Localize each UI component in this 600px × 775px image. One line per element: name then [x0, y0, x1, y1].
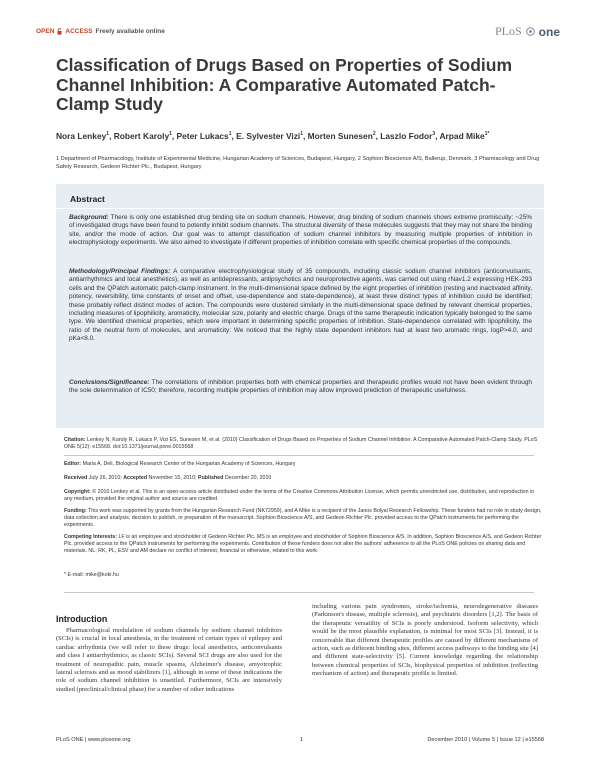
plos-circle-icon: [526, 27, 535, 36]
page-number: 1: [300, 737, 304, 743]
editor-label: Editor:: [64, 461, 82, 467]
author-name: E. Sylvester Vizi: [236, 130, 301, 141]
abstract-background: [69, 214, 532, 248]
open-access-banner: [36, 28, 165, 35]
footer-issue: December 2010 | Volume 5 | Issue 12 | e15568: [427, 737, 544, 743]
conclusions-text: The correlations of inhibition properties both with chemical properties and therapeutic profiles would not have been evident through the sole determination of IC50; therefore, recording multiple properties of inhibition may allow improved prediction of therapeutic usefulness.: [69, 379, 532, 395]
abstract-heading: Abstract: [70, 194, 105, 204]
conclusions-label: Conclusions/Significance:: [69, 379, 150, 386]
corresponding-email[interactable]: * E-mail: mike@koki.hu: [64, 572, 119, 578]
author-name: Arpad Mike: [439, 130, 485, 141]
competing-interests: [64, 534, 544, 555]
author-affiliation-mark: 1: [169, 131, 172, 137]
copyright-text: © 2010 Lenkey et al. This is an open-access article distributed under the terms of the Creative Commons Attribution License, which permits unrestricted use, distribution, and reproduction in any medium, provided the original author and source are credited.: [64, 489, 535, 503]
accepted-date: November 15, 2010;: [148, 475, 197, 481]
funding-text: This work was supported by grants from the Hungarian Research Fund (NK72959), and A Mike is a recipient of the Janos Bolyai Research Fellowship. These funders had no role in study design, data collection and analysis, decision to publish, or preparation of the manuscript. Sophion Bioscience A/S, and Gedeon Richter Plc. provided access to the QPatch instruments for performing the experiments.: [64, 508, 542, 529]
competing-text: LF is an employee and stockholder of Gedeon Richter Plc. MS is an employee and stockholder of Sophion Bioscience A/S. In addition, Sophion Bioscience A/S, and Gedeon Richter Plc. provided access to the QPatch instruments for performing the experiments. Contribution of these funders does not alter the authors' adherence to all the PLoS ONE policies on sharing data and materials. NL, RK, PL, ESV and AM declare no conflict of interest, financial or otherwise, related to this work.: [64, 534, 542, 555]
author-name: Robert Karoly: [113, 130, 170, 141]
journal-plos: PLoS: [494, 24, 522, 38]
citation-text: Lenkey N, Karoly R, Lukacs P, Vizi ES, Sunesen M, et al. (2010) Classification of Drugs Based on Properties of Sodium Channel Inhibition: A Comparative Automated Patch-Clamp Study. PLoS ONE 5(12): e15568. doi:10.1371/journal.pone.0015568: [64, 437, 538, 451]
competing-label: Competing Interests:: [64, 534, 117, 540]
author-affiliation-mark: 2: [372, 131, 376, 137]
editor-text: Maria A. Deli, Biological Research Center of the Hungarian Academy of Sciences, Hungary: [82, 461, 296, 467]
accepted-label: Accepted: [123, 475, 148, 481]
author-affiliation-mark: 3: [432, 131, 436, 137]
funding: [64, 508, 544, 529]
author-list: Nora Lenkey$^1$, Robert Karoly$^1$, Peter Lukacs$^1$, E. Sylvester Vizi$^1$, Morten Sunesen$^2$, Laszlo Fodor$^3$, Arpad Mike$^{1*}$: [56, 130, 490, 141]
citation-label: Citation:: [64, 437, 86, 443]
divider: [64, 455, 534, 456]
journal-one: one: [538, 24, 560, 39]
author-name: Peter Lukacs: [176, 130, 229, 141]
author-affiliation-mark: 1: [228, 131, 232, 137]
citation: [64, 437, 544, 451]
open-text: OPEN: [36, 28, 55, 35]
dates: [64, 475, 544, 482]
journal-logo[interactable]: [495, 24, 560, 39]
author-name: Nora Lenkey: [56, 130, 107, 141]
background-text: There is only one established drug binding site on sodium channels. However, drug binding of sodium channels shows extreme promiscuity: ~25% of investigated drugs have been found to potently inhibit sodium channels. The structural diversity of these molecules suggests that they may not share the binding site, and/or the mode of action. Our goal was to attempt classification of sodium channel inhibitors by measuring multiple properties of inhibition in electrophysiology experiments. We also aimed to investigate if different properties of inhibition correlate with specific chemical properties of the compounds.: [69, 214, 532, 247]
methods-label: Methodology/Principal Findings:: [69, 268, 171, 275]
article-title: Classification of Drugs Based on Properties of Sodium Channel Inhibition: A Comparative Automated Patch-Clamp Study: [56, 55, 513, 114]
published-label: Published: [198, 475, 224, 481]
received-date: July 26, 2010;: [88, 475, 122, 481]
intro-column-left: Pharmacological modulation of sodium channels by sodium channel inhibitors (SCIs) is crucial in local anesthesia, in the treatment of certain types of epilepsy and cardiac arrhythmia (we will refer to these drugs: local anesthetics, anticonvulsants and class I antiarrhythmics, as classic SCIs). Several SCI drugs are also used for the treatment of neuropathic pain, muscle spasms, Alzheimer's disease, amyotrophic lateral sclerosis and as mood stabilizers [1], although in some of these indications the role of sodium channel inhibition is unsettled. Furthermore, SCIs are intensively studied (preclinical/clinical phase) for a number of other indications: [56, 627, 282, 693]
abstract-methods: [69, 268, 532, 344]
published-date: December 20, 2010: [224, 475, 272, 481]
freely-available-text: Freely available online: [95, 28, 165, 35]
footer-journal[interactable]: PLoS ONE | www.plosone.org: [56, 737, 131, 743]
funding-label: Funding:: [64, 508, 87, 514]
author-name: Laszlo Fodor: [380, 130, 433, 141]
divider: [64, 592, 534, 593]
affiliations: 1 Department of Pharmacology, Institute of Experimental Medicine, Hungarian Academy of Sciences, Budapest, Hungary, 2 Sophion Bioscience A/S, Ballerup, Denmark, 3 Pharmacology and Drug Safety Research, Gedeon Richter Plc., Budapest, Hungary: [56, 156, 540, 170]
author-affiliation-mark: 1: [300, 131, 303, 137]
author-name: Morten Sunesen: [307, 130, 373, 141]
access-text: ACCESS: [65, 28, 93, 35]
open-lock-icon: [57, 28, 62, 35]
abstract-divider: [56, 208, 544, 209]
introduction-heading: Introduction: [56, 614, 108, 624]
methods-text: A comparative electrophysiological study of 35 compounds, including classic sodium channel inhibitors (anticonvulsants, antiarrhythmics and local anesthetics), as well as antidepressants, antipsychotics and neuroprotective agents, was carried out using rNav1.2 expressing HEK-293 cells and the QPatch automatic patch-clamp instrument. In the multi-dimensional space defined by the eight properties of inhibition (resting and inactivated affinity, potency, reversibility, time constants of onset and offset, use-dependence and state-dependence), at least three distinct types of inhibition could be identified; these probably reflect distinct modes of action. The compounds were clustered similarly in the multi-dimensional space defined by relevant chemical properties, including measures of lipophilicity, aromaticity, molecular size, polarity and electric charge. Drugs of the same therapeutic indication typically belonged to the same type. We identified chemical properties, which were important in determining specific properties of inhibition. State-dependence correlated with lipophilicity, the ratio of the neutral form of molecules, and aromaticity: We noticed that the highly state dependent inhibitors had at least two aromatic rings, logP>4.0, and pKa<8.0.: [69, 268, 533, 343]
abstract-conclusions: [69, 379, 532, 396]
author-affiliation-mark: 1*: [484, 131, 490, 137]
editor: [64, 461, 544, 468]
background-label: Background:: [69, 214, 109, 221]
copyright-label: Copyright:: [64, 489, 91, 495]
copyright: [64, 489, 544, 503]
intro-column-right: including various pain syndromes, stroke/ischemia, neurodegenerative diseases (Parkinson's disease, multiple sclerosis), and psychiatric disorders [1,2]. The basis of the therapeutic versatility of SCIs is poorly understood. Isoform selectivity, which would be the most plausible explanation, is minimal for most SCIs [3]. Instead, it is conceivable that different therapeutic profiles are caused by different mechanisms of action, such as different binding sites, different access pathways to the binding site [4] and different state-selectivity [5]. Current knowledge regarding the relationship between chemical properties of SCIs, biophysical properties of inhibition (reflecting mechanism of action) and therapeutic profile is limited.: [312, 603, 538, 678]
author-affiliation-mark: 1: [106, 131, 110, 137]
abstract-box: [56, 184, 544, 428]
received-label: Received: [64, 475, 88, 481]
